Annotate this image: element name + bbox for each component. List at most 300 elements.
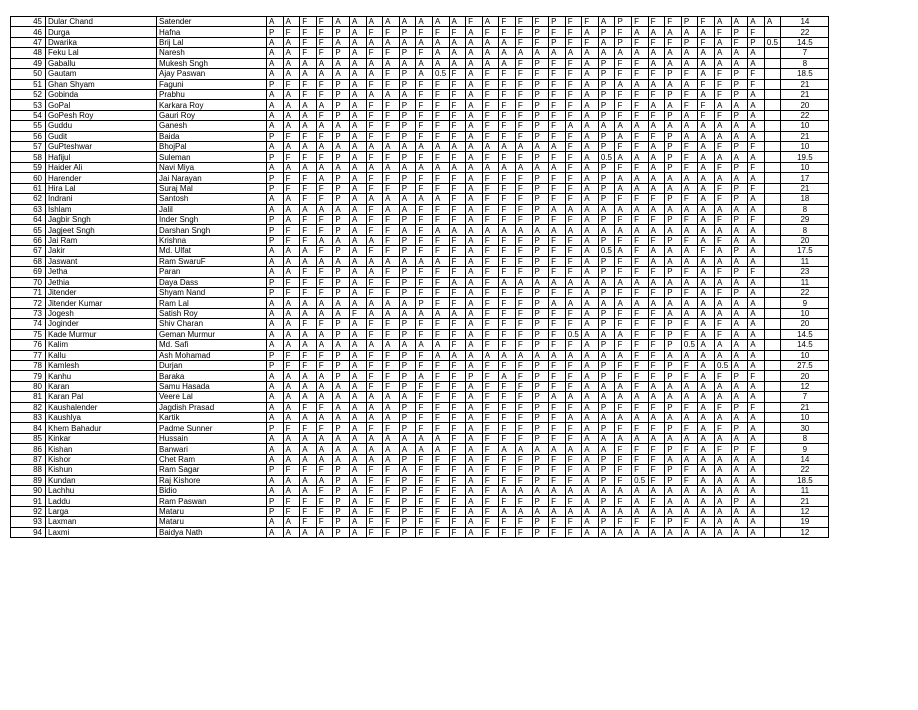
attendance-cell: F [715, 110, 732, 120]
attendance-cell: A [681, 131, 698, 141]
attendance-cell: A [731, 225, 748, 235]
attendance-cell: F [632, 517, 649, 527]
attendance-cell: A [466, 444, 483, 454]
attendance-cell: F [715, 371, 732, 381]
attendance-cell: F [449, 131, 466, 141]
attendance-cell: F [648, 17, 665, 27]
attendance-cell: P [615, 37, 632, 47]
attendance-cell: F [499, 256, 516, 266]
attendance-cell: A [267, 267, 284, 277]
serial-number-cell: 49 [11, 58, 46, 68]
attendance-cell: F [283, 350, 300, 360]
attendance-cell: A [715, 246, 732, 256]
attendance-cell: F [449, 110, 466, 120]
attendance-cell [764, 79, 781, 89]
attendance-cell: F [300, 89, 317, 99]
attendance-cell [764, 465, 781, 475]
attendance-cell: F [515, 152, 532, 162]
attendance-cell: F [615, 194, 632, 204]
attendance-cell: A [549, 392, 566, 402]
attendance-cell: A [283, 340, 300, 350]
attendance-cell: A [598, 413, 615, 423]
attendance-cell: F [499, 69, 516, 79]
attendance-cell: A [731, 485, 748, 495]
father-name-cell: Hafna [157, 27, 267, 37]
attendance-cell: F [582, 37, 599, 47]
total-cell: 22 [781, 110, 829, 120]
attendance-cell: F [632, 287, 649, 297]
attendance-cell: F [632, 58, 649, 68]
attendance-cell: A [665, 27, 682, 37]
attendance-cell: P [333, 423, 350, 433]
serial-number-cell: 51 [11, 79, 46, 89]
attendance-cell: A [499, 37, 516, 47]
attendance-cell: A [515, 48, 532, 58]
attendance-cell: F [482, 152, 499, 162]
attendance-cell: A [300, 413, 317, 423]
attendance-cell: A [466, 298, 483, 308]
attendance-cell: A [466, 485, 483, 495]
attendance-cell: A [582, 121, 599, 131]
table-row [11, 17, 829, 27]
attendance-cell: A [582, 173, 599, 183]
attendance-cell: F [515, 215, 532, 225]
attendance-cell: F [300, 402, 317, 412]
table-row [11, 246, 829, 256]
attendance-cell: F [383, 225, 400, 235]
attendance-cell: P [532, 329, 549, 339]
attendance-cell: F [383, 48, 400, 58]
attendance-cell: A [366, 454, 383, 464]
attendance-cell: P [399, 475, 416, 485]
attendance-cell: F [648, 465, 665, 475]
attendance-cell: F [383, 69, 400, 79]
attendance-cell: A [349, 131, 366, 141]
attendance-cell [764, 89, 781, 99]
attendance-cell: F [615, 319, 632, 329]
total-cell: 30 [781, 423, 829, 433]
attendance-cell: F [565, 527, 582, 537]
attendance-cell: F [482, 277, 499, 287]
attendance-cell: A [267, 413, 284, 423]
attendance-cell: P [399, 235, 416, 245]
attendance-cell: A [449, 142, 466, 152]
attendance-cell: F [698, 37, 715, 47]
serial-number-cell: 52 [11, 89, 46, 99]
attendance-cell: A [499, 444, 516, 454]
attendance-cell: F [482, 496, 499, 506]
attendance-cell: F [366, 27, 383, 37]
father-name-cell: Kartik [157, 413, 267, 423]
attendance-cell: F [449, 89, 466, 99]
attendance-cell: P [598, 287, 615, 297]
attendance-cell: A [466, 381, 483, 391]
attendance-cell: F [366, 319, 383, 329]
attendance-cell: A [698, 329, 715, 339]
attendance-cell: F [482, 402, 499, 412]
attendance-cell: F [499, 131, 516, 141]
attendance-cell [764, 225, 781, 235]
father-name-cell: Geman Murmur [157, 329, 267, 339]
name-cell: Jethia [46, 277, 157, 287]
attendance-cell: F [432, 392, 449, 402]
attendance-cell: P [333, 485, 350, 495]
attendance-cell: F [482, 121, 499, 131]
attendance-cell: F [383, 319, 400, 329]
attendance-cell: A [466, 329, 483, 339]
attendance-cell: A [349, 465, 366, 475]
attendance-cell: A [349, 433, 366, 443]
attendance-cell: A [482, 225, 499, 235]
attendance-cell: F [316, 485, 333, 495]
attendance-cell: A [333, 392, 350, 402]
attendance-cell: F [632, 131, 649, 141]
attendance-cell: P [598, 27, 615, 37]
attendance-cell: F [549, 267, 566, 277]
name-cell: Ghan Shyam [46, 79, 157, 89]
attendance-cell: A [399, 256, 416, 266]
attendance-cell: F [715, 444, 732, 454]
attendance-cell: A [648, 485, 665, 495]
attendance-cell: A [665, 246, 682, 256]
attendance-cell [764, 100, 781, 110]
attendance-cell: F [648, 444, 665, 454]
attendance-cell: A [615, 277, 632, 287]
attendance-cell: A [416, 371, 433, 381]
attendance-cell: A [648, 392, 665, 402]
attendance-cell: A [698, 215, 715, 225]
father-name-cell: Brij Lal [157, 37, 267, 47]
attendance-cell: A [731, 340, 748, 350]
attendance-cell: A [267, 329, 284, 339]
total-cell: 12 [781, 527, 829, 537]
attendance-cell: F [366, 79, 383, 89]
attendance-cell: P [731, 267, 748, 277]
attendance-cell: A [333, 162, 350, 172]
attendance-cell: F [549, 58, 566, 68]
attendance-cell: A [366, 162, 383, 172]
attendance-cell: A [515, 142, 532, 152]
attendance-cell [764, 433, 781, 443]
attendance-cell: A [648, 152, 665, 162]
attendance-cell: P [532, 465, 549, 475]
attendance-cell: A [316, 413, 333, 423]
attendance-cell: P [267, 152, 284, 162]
attendance-cell: F [499, 433, 516, 443]
attendance-cell: F [482, 485, 499, 495]
attendance-cell: A [632, 433, 649, 443]
attendance-cell: F [283, 173, 300, 183]
attendance-cell: F [665, 37, 682, 47]
attendance-cell: A [681, 496, 698, 506]
attendance-cell: A [665, 58, 682, 68]
attendance-cell: F [715, 319, 732, 329]
attendance-cell: F [648, 215, 665, 225]
attendance-cell: A [549, 350, 566, 360]
attendance-cell: F [499, 246, 516, 256]
attendance-cell: A [582, 194, 599, 204]
serial-number-cell: 82 [11, 402, 46, 412]
serial-number-cell: 73 [11, 308, 46, 318]
father-name-cell: Md. Safi [157, 340, 267, 350]
total-cell: 21 [781, 79, 829, 89]
attendance-cell: A [665, 496, 682, 506]
name-cell: Hira Lal [46, 183, 157, 193]
attendance-cell: A [632, 496, 649, 506]
attendance-cell: A [466, 27, 483, 37]
name-cell: GoPesh Roy [46, 110, 157, 120]
attendance-cell: F [432, 173, 449, 183]
serial-number-cell: 92 [11, 506, 46, 516]
attendance-cell: A [366, 89, 383, 99]
attendance-cell: F [499, 454, 516, 464]
attendance-cell: A [383, 402, 400, 412]
serial-number-cell: 65 [11, 225, 46, 235]
attendance-cell: F [515, 58, 532, 68]
attendance-cell: A [267, 121, 284, 131]
attendance-cell: A [466, 465, 483, 475]
father-name-cell: Baraka [157, 371, 267, 381]
attendance-cell: A [681, 433, 698, 443]
attendance-cell: A [466, 79, 483, 89]
attendance-cell: A [383, 162, 400, 172]
attendance-cell: A [698, 496, 715, 506]
attendance-cell: A [565, 204, 582, 214]
table-row [11, 298, 829, 308]
attendance-cell: F [632, 360, 649, 370]
total-cell: 21 [781, 89, 829, 99]
attendance-cell: P [748, 37, 765, 47]
attendance-cell: F [449, 465, 466, 475]
attendance-cell: A [267, 433, 284, 443]
attendance-cell: P [333, 371, 350, 381]
attendance-cell: P [665, 131, 682, 141]
attendance-cell: A [648, 381, 665, 391]
attendance-cell: P [731, 110, 748, 120]
attendance-cell: A [283, 392, 300, 402]
attendance-cell: P [399, 402, 416, 412]
table-row [11, 506, 829, 516]
attendance-cell: A [582, 204, 599, 214]
father-name-cell: Samu Hasada [157, 381, 267, 391]
attendance-cell: A [300, 381, 317, 391]
attendance-cell: A [681, 204, 698, 214]
attendance-cell: A [466, 183, 483, 193]
total-cell: 20 [781, 371, 829, 381]
attendance-cell: F [482, 194, 499, 204]
attendance-cell: A [466, 173, 483, 183]
attendance-cell: A [449, 225, 466, 235]
attendance-cell: F [565, 162, 582, 172]
attendance-cell: A [698, 183, 715, 193]
attendance-cell: F [432, 475, 449, 485]
attendance-cell: A [349, 48, 366, 58]
attendance-cell: A [366, 142, 383, 152]
attendance-cell: P [731, 162, 748, 172]
attendance-cell: A [748, 465, 765, 475]
attendance-cell: F [316, 277, 333, 287]
attendance-cell: A [681, 350, 698, 360]
attendance-cell: P [267, 360, 284, 370]
attendance-cell: A [416, 142, 433, 152]
attendance-cell: P [267, 506, 284, 516]
attendance-cell: A [399, 162, 416, 172]
attendance-cell: F [648, 371, 665, 381]
attendance-cell [764, 360, 781, 370]
attendance-cell: A [300, 58, 317, 68]
attendance-cell: F [416, 267, 433, 277]
attendance-cell: P [731, 27, 748, 37]
attendance-cell: A [715, 204, 732, 214]
attendance-cell: F [449, 215, 466, 225]
attendance-cell: A [748, 256, 765, 266]
attendance-cell: P [399, 454, 416, 464]
attendance-cell: A [267, 340, 284, 350]
father-name-cell: Satish Roy [157, 308, 267, 318]
total-cell: 14.5 [781, 340, 829, 350]
attendance-cell: A [283, 485, 300, 495]
attendance-cell: F [466, 17, 483, 27]
total-cell: 21 [781, 402, 829, 412]
attendance-cell: P [731, 89, 748, 99]
attendance-cell: A [466, 506, 483, 516]
attendance-cell [764, 308, 781, 318]
attendance-cell: P [333, 215, 350, 225]
table-row [11, 131, 829, 141]
attendance-cell: F [283, 496, 300, 506]
attendance-cell: F [632, 371, 649, 381]
attendance-cell: F [383, 131, 400, 141]
name-cell: Kallu [46, 350, 157, 360]
attendance-cell: A [748, 225, 765, 235]
attendance-cell: F [366, 183, 383, 193]
attendance-cell: F [748, 371, 765, 381]
attendance-cell: A [582, 485, 599, 495]
attendance-cell: F [283, 423, 300, 433]
attendance-cell: A [698, 527, 715, 537]
attendance-cell: F [565, 194, 582, 204]
attendance-cell: F [681, 287, 698, 297]
serial-number-cell: 72 [11, 298, 46, 308]
attendance-cell: F [283, 79, 300, 89]
attendance-cell: A [748, 329, 765, 339]
attendance-cell: A [715, 100, 732, 110]
attendance-cell: A [549, 485, 566, 495]
attendance-cell: A [665, 298, 682, 308]
attendance-cell: A [681, 173, 698, 183]
attendance-cell: A [715, 350, 732, 360]
attendance-cell: A [349, 89, 366, 99]
attendance-cell: A [632, 298, 649, 308]
attendance-cell: F [383, 423, 400, 433]
table-row [11, 37, 829, 47]
attendance-cell: A [615, 121, 632, 131]
name-cell: Haider Ali [46, 162, 157, 172]
attendance-cell: F [615, 287, 632, 297]
father-name-cell: Padme Sunner [157, 423, 267, 433]
attendance-cell: P [731, 402, 748, 412]
attendance-cell: P [333, 89, 350, 99]
attendance-cell: A [582, 48, 599, 58]
attendance-cell: F [549, 402, 566, 412]
father-name-cell: Santosh [157, 194, 267, 204]
name-cell: Kaushlya [46, 413, 157, 423]
attendance-cell: 0.5 [598, 152, 615, 162]
table-row [11, 89, 829, 99]
attendance-cell: F [316, 423, 333, 433]
attendance-cell: A [582, 308, 599, 318]
attendance-cell: A [632, 121, 649, 131]
father-name-cell: Daya Dass [157, 277, 267, 287]
attendance-cell: P [598, 173, 615, 183]
attendance-cell: A [582, 444, 599, 454]
attendance-cell: F [499, 423, 516, 433]
serial-number-cell: 91 [11, 496, 46, 506]
attendance-cell: A [698, 173, 715, 183]
attendance-cell: F [499, 392, 516, 402]
attendance-cell: P [267, 465, 284, 475]
attendance-cell [764, 444, 781, 454]
attendance-cell: P [665, 235, 682, 245]
attendance-cell: A [731, 506, 748, 516]
attendance-cell: A [466, 517, 483, 527]
attendance-cell: P [665, 402, 682, 412]
attendance-cell: P [598, 131, 615, 141]
attendance-cell: P [532, 183, 549, 193]
name-cell: Ishlam [46, 204, 157, 214]
attendance-cell: A [432, 444, 449, 454]
attendance-cell: A [748, 360, 765, 370]
serial-number-cell: 64 [11, 215, 46, 225]
attendance-cell: A [300, 204, 317, 214]
serial-number-cell: 53 [11, 100, 46, 110]
attendance-cell: P [665, 517, 682, 527]
attendance-cell: A [731, 308, 748, 318]
attendance-cell: A [665, 350, 682, 360]
attendance-cell: A [316, 100, 333, 110]
attendance-cell: F [416, 215, 433, 225]
attendance-cell: P [665, 329, 682, 339]
serial-number-cell: 84 [11, 423, 46, 433]
attendance-cell: A [632, 173, 649, 183]
attendance-cell: F [748, 402, 765, 412]
attendance-cell: P [267, 496, 284, 506]
attendance-cell: A [748, 423, 765, 433]
attendance-cell: F [681, 517, 698, 527]
attendance-cell: A [283, 110, 300, 120]
attendance-cell: F [366, 360, 383, 370]
attendance-cell: A [731, 475, 748, 485]
attendance-cell: A [349, 485, 366, 495]
total-cell: 9 [781, 298, 829, 308]
attendance-cell: F [549, 433, 566, 443]
attendance-cell: A [698, 142, 715, 152]
attendance-cell: A [333, 142, 350, 152]
attendance-cell: A [383, 37, 400, 47]
attendance-cell: F [482, 131, 499, 141]
attendance-cell: A [349, 496, 366, 506]
attendance-cell: A [416, 256, 433, 266]
attendance-cell: F [748, 27, 765, 37]
attendance-cell: A [698, 267, 715, 277]
attendance-cell: A [665, 433, 682, 443]
attendance-cell: P [731, 194, 748, 204]
attendance-cell: A [267, 89, 284, 99]
attendance-cell: F [515, 308, 532, 318]
attendance-cell: A [582, 246, 599, 256]
attendance-cell: A [681, 392, 698, 402]
attendance-cell: A [432, 433, 449, 443]
